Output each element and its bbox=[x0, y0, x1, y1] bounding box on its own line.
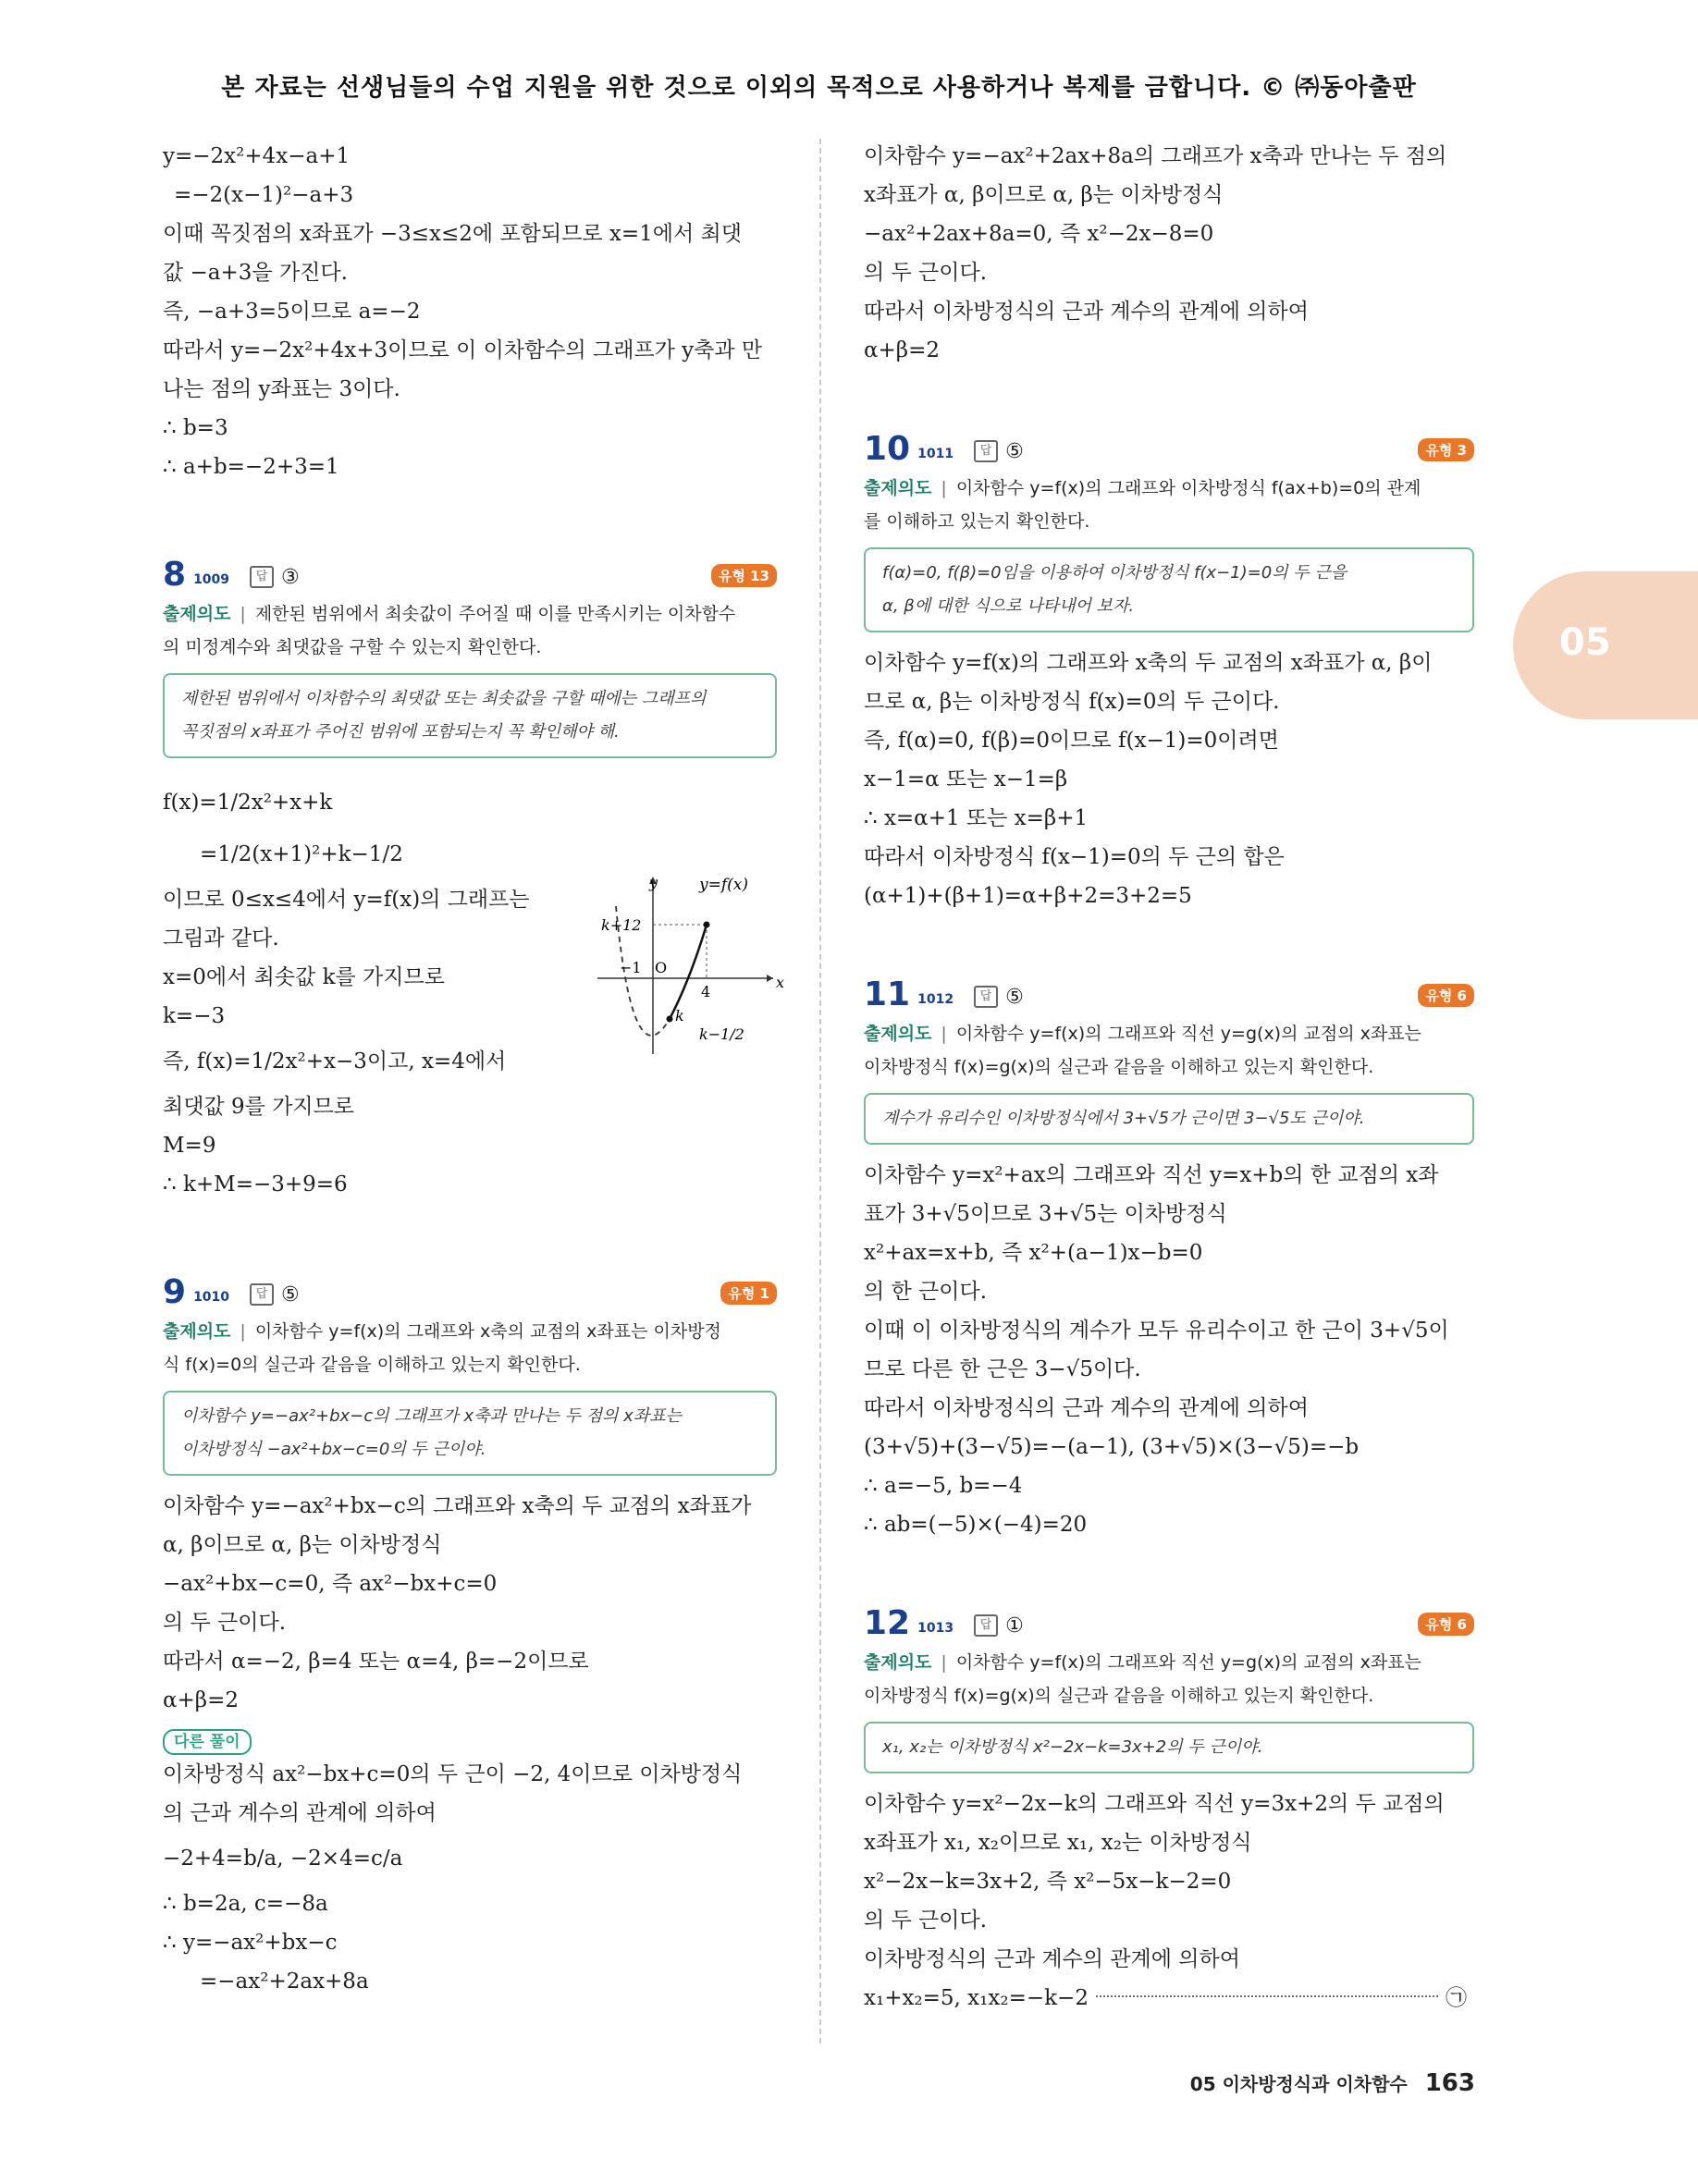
problem-code: 1009 bbox=[193, 572, 230, 587]
right-column bbox=[864, 137, 1474, 2018]
problem-10 bbox=[864, 425, 1474, 915]
svg-text:O: O bbox=[655, 959, 668, 976]
solution-line: f(x)=1/2x²+x+k bbox=[163, 791, 333, 815]
solution-line: −ax²+bx−c=0, 즉 ax²−bx+c=0 bbox=[163, 1572, 498, 1596]
problem-header bbox=[864, 1600, 1474, 1646]
solution-line: 그림과 같다. bbox=[163, 926, 279, 951]
solution-line: x²+ax=x+b, 즉 x²+(a−1)x−b=0 bbox=[864, 1241, 1203, 1265]
problem-number: 10 bbox=[864, 429, 911, 468]
solution-line: 나는 점의 y좌표는 3이다. bbox=[163, 377, 400, 401]
svg-text:k−1/2: k−1/2 bbox=[699, 1025, 744, 1043]
solution-line: (α+1)+(β+1)=α+β+2=3+2=5 bbox=[864, 884, 1192, 908]
problem-11 bbox=[864, 971, 1474, 1544]
hint-box: 제한된 범위에서 이차함수의 최댓값 또는 최솟값을 구할 때에는 그래프의 꼭짓점의 x좌표가 주어진 범위에 포함되는지 꼭 확인해야 해. bbox=[163, 673, 777, 758]
svg-text:y: y bbox=[649, 874, 658, 891]
solution-line: 즉, −a+3=5이므로 a=−2 bbox=[163, 300, 421, 324]
svg-text:x: x bbox=[776, 974, 785, 991]
solution-line: (3+√5)+(3−√5)=−(a−1), (3+√5)×(3−√5)=−b bbox=[864, 1435, 1360, 1459]
answer-icon: 답 bbox=[974, 440, 998, 462]
solution-line: 이차방정식의 근과 계수의 관계에 의하여 bbox=[864, 1947, 1240, 1971]
problem-code: 1011 bbox=[917, 447, 954, 461]
solution-line: 이차함수 y=−ax²+bx−c의 그래프와 x축의 두 교점의 x좌표가 bbox=[163, 1494, 752, 1518]
intent: 출제의도 | 이차함수 y=f(x)의 그래프와 이차방정식 f(ax+b)=0의 관계 를 이해하고 있는지 확인한다. bbox=[864, 478, 1421, 532]
solution-line: 므로 다른 한 근은 3−√5이다. bbox=[864, 1357, 1141, 1381]
svg-text:4: 4 bbox=[701, 983, 711, 1000]
equation-marker: ㉠ bbox=[1445, 1986, 1467, 2010]
solution-line: 따라서 이차방정식의 근과 계수의 관계에 의하여 bbox=[864, 1396, 1309, 1420]
alt-solution-label: 다른 풀이 bbox=[163, 1729, 252, 1755]
solution-line: x좌표가 α, β이므로 α, β는 이차방정식 bbox=[864, 183, 1224, 207]
answer-icon: 답 bbox=[974, 986, 998, 1008]
answer-icon: 답 bbox=[250, 566, 274, 588]
solution-line: 즉, f(α)=0, f(β)=0이므로 f(x−1)=0이려면 bbox=[864, 729, 1279, 753]
problem-number: 11 bbox=[864, 975, 911, 1013]
answer: ⑤ bbox=[1005, 439, 1024, 463]
chapter-tab: 05 bbox=[1513, 571, 1698, 719]
curve bbox=[670, 925, 707, 1019]
problem-number: 12 bbox=[864, 1603, 911, 1642]
solution-line: 이때 이 이차방정식의 계수가 모두 유리수이고 한 근이 3+√5이 bbox=[864, 1319, 1449, 1343]
solution-line: y=−2x²+4x−a+1 bbox=[163, 144, 351, 168]
problem-code: 1010 bbox=[193, 1290, 230, 1305]
solution-line: 의 두 근이다. bbox=[163, 1611, 287, 1635]
solution-line: 의 한 근이다. bbox=[864, 1280, 988, 1304]
solution-line: x−1=α 또는 x−1=β bbox=[864, 767, 1068, 791]
svg-text:k: k bbox=[675, 1007, 684, 1025]
solution-line: x좌표가 x₁, x₂이므로 x₁, x₂는 이차방정식 bbox=[864, 1831, 1252, 1855]
solution-line: −2+4=b/a, −2×4=c/a bbox=[163, 1847, 403, 1871]
problem-8 bbox=[163, 551, 785, 1204]
answer-icon: 답 bbox=[974, 1614, 998, 1637]
left-column bbox=[163, 137, 785, 2001]
svg-text:y=f(x): y=f(x) bbox=[699, 876, 748, 894]
problem-12 bbox=[864, 1600, 1474, 2018]
solution-line: ∴ b=2a, c=−8a bbox=[163, 1892, 328, 1916]
solution-line: 이차함수 y=x²−2x−k의 그래프와 직선 y=3x+2의 두 교점의 bbox=[864, 1792, 1445, 1816]
solution-line: ∴ x=α+1 또는 x=β+1 bbox=[864, 806, 1089, 830]
solution-line: ∴ y=−ax²+bx−c bbox=[163, 1931, 338, 1955]
solution-line: α+β=2 bbox=[864, 338, 941, 362]
solution-line: ∴ k+M=−3+9=6 bbox=[163, 1172, 348, 1196]
column-divider bbox=[819, 139, 821, 2043]
solution-line: 따라서 이차방정식의 근과 계수의 관계에 의하여 bbox=[864, 300, 1309, 324]
solution-line: 따라서 α=−2, β=4 또는 α=4, β=−2이므로 bbox=[163, 1650, 589, 1674]
solution-line: k=−3 bbox=[163, 1004, 226, 1028]
solution-line: 의 근과 계수의 관계에 의하여 bbox=[163, 1801, 437, 1825]
solution-line: =−2(x−1)²−a+3 bbox=[174, 183, 354, 207]
solution-line: 의 두 근이다. bbox=[864, 261, 988, 285]
solution-line: ∴ a+b=−2+3=1 bbox=[163, 455, 339, 479]
solution-line: 따라서 이차방정식 f(x−1)=0의 두 근의 합은 bbox=[864, 845, 1285, 869]
solution-line: 따라서 y=−2x²+4x+3이므로 이 이차함수의 그래프가 y축과 만 bbox=[163, 338, 763, 362]
problem-9 bbox=[163, 1269, 777, 2001]
solution-line: 이차함수 y=f(x)의 그래프와 x축의 두 교점의 x좌표가 α, β이 bbox=[864, 651, 1433, 675]
hint-box: f(α)=0, f(β)=0임을 이용하여 이차방정식 f(x−1)=0의 두 근을 α, β에 대한 식으로 나타내어 보자. bbox=[864, 547, 1474, 632]
solution-line: ∴ a=−5, b=−4 bbox=[864, 1474, 1023, 1498]
hint-box: 이차함수 y=−ax²+bx−c의 그래프가 x축과 만나는 두 점의 x좌표는 이차방정식 −ax²+bx−c=0의 두 근이야. bbox=[163, 1391, 777, 1476]
solution-line: −ax²+2ax+8a=0, 즉 x²−2x−8=0 bbox=[864, 222, 1214, 246]
problem-number: 9 bbox=[163, 1272, 187, 1311]
problem-code: 1012 bbox=[917, 992, 954, 1007]
type-badge: 유형 1 bbox=[720, 1282, 777, 1305]
svg-text:−1: −1 bbox=[620, 959, 642, 976]
solution-line: x=0에서 최솟값 k를 가지므로 bbox=[163, 965, 445, 989]
answer: ⑤ bbox=[1005, 985, 1024, 1009]
solution-line: 므로 α, β는 이차방정식 f(x)=0의 두 근이다. bbox=[864, 690, 1280, 714]
solution-line: ∴ ab=(−5)×(−4)=20 bbox=[864, 1513, 1088, 1537]
page-number: 163 bbox=[1424, 2069, 1475, 2097]
problem-header bbox=[163, 551, 777, 597]
problem-number: 8 bbox=[163, 555, 187, 594]
solution-line: 최댓값 9를 가지므로 bbox=[163, 1095, 354, 1119]
chapter-title: 05 이차방정식과 이차함수 bbox=[1189, 2073, 1408, 2095]
solution-line: 표가 3+√5이므로 3+√5는 이차방정식 bbox=[864, 1202, 1227, 1226]
solution-line: 이차방정식 ax²−bx+c=0의 두 근이 −2, 4이므로 이차방정식 bbox=[163, 1762, 743, 1786]
type-badge: 유형 3 bbox=[1418, 438, 1474, 461]
solution-line: x²−2x−k=3x+2, 즉 x²−5x−k−2=0 bbox=[864, 1870, 1232, 1894]
solution-line: ∴ b=3 bbox=[163, 416, 228, 440]
svg-text:k+12: k+12 bbox=[601, 916, 642, 934]
hint-box: x₁, x₂는 이차방정식 x²−2x−k=3x+2의 두 근이야. bbox=[864, 1722, 1474, 1773]
solution-line: x₁+x₂=5, x₁x₂=−k−2 ㉠ bbox=[864, 1986, 1467, 2010]
answer: ⑤ bbox=[281, 1282, 300, 1307]
solution-line: 이므로 0≤x≤4에서 y=f(x)의 그래프는 bbox=[163, 888, 530, 912]
solution-line: α, β이므로 α, β는 이차방정식 bbox=[163, 1533, 442, 1557]
intent: 출제의도 | 이차함수 y=f(x)의 그래프와 x축의 교점의 x좌표는 이차방정 식 f(x)=0의 실근과 같음을 이해하고 있는지 확인한다. bbox=[163, 1321, 721, 1375]
type-badge: 유형 6 bbox=[1418, 984, 1474, 1007]
solution-line: α+β=2 bbox=[163, 1688, 240, 1712]
solution-line: 이차함수 y=−ax²+2ax+8a의 그래프가 x축과 만나는 두 점의 bbox=[864, 144, 1447, 168]
problem-header bbox=[864, 971, 1474, 1017]
solution-line: 값 −a+3을 가진다. bbox=[163, 261, 348, 285]
solution-line: =−ax²+2ax+8a bbox=[200, 1969, 369, 1994]
hint-box: 계수가 유리수인 이차방정식에서 3+√5가 근이면 3−√5도 근이야. bbox=[864, 1093, 1474, 1145]
answer-icon: 답 bbox=[250, 1283, 274, 1306]
intent: 출제의도 | 이차함수 y=f(x)의 그래프와 직선 y=g(x)의 교점의 x좌표는 이차방정식 f(x)=g(x)의 실근과 같음을 이해하고 있는지 확인한다. bbox=[864, 1652, 1421, 1706]
intent: 출제의도 | 제한된 범위에서 최솟값이 주어질 때 이를 만족시키는 이차함수 의 미정계수와 최댓값을 구할 수 있는지 확인한다. bbox=[163, 604, 736, 657]
problem-header bbox=[864, 425, 1474, 472]
page-footer bbox=[1190, 2069, 1475, 2097]
solution-line: 의 두 근이다. bbox=[864, 1908, 988, 1932]
intent: 출제의도 | 이차함수 y=f(x)의 그래프와 직선 y=g(x)의 교점의 x좌표는 이차방정식 f(x)=g(x)의 실근과 같음을 이해하고 있는지 확인한다. bbox=[864, 1024, 1421, 1077]
type-badge: 유형 6 bbox=[1418, 1613, 1474, 1636]
answer: ③ bbox=[281, 565, 300, 589]
problem-header bbox=[163, 1269, 777, 1315]
solution-line: 이차함수 y=x²+ax의 그래프와 직선 y=x+b의 한 교점의 x좌 bbox=[864, 1163, 1439, 1187]
parabola-graph bbox=[597, 869, 785, 1063]
solution-line: M=9 bbox=[163, 1134, 216, 1158]
answer: ① bbox=[1005, 1613, 1024, 1638]
solution-line: 이때 꼭짓점의 x좌표가 −3≤x≤2에 포함되므로 x=1에서 최댓 bbox=[163, 222, 742, 246]
solution-line: =1/2(x+1)²+k−1/2 bbox=[200, 842, 403, 866]
problem-code: 1013 bbox=[917, 1621, 954, 1636]
copyright-notice: 본 자료는 선생님들의 수업 지원을 위한 것으로 이외의 목적으로 사용하거나 복제를 금합니다. © ㈜동아출판 bbox=[221, 74, 1417, 102]
solution-line: 즉, f(x)=1/2x²+x−3이고, x=4에서 bbox=[163, 1049, 507, 1074]
type-badge: 유형 13 bbox=[711, 564, 777, 587]
